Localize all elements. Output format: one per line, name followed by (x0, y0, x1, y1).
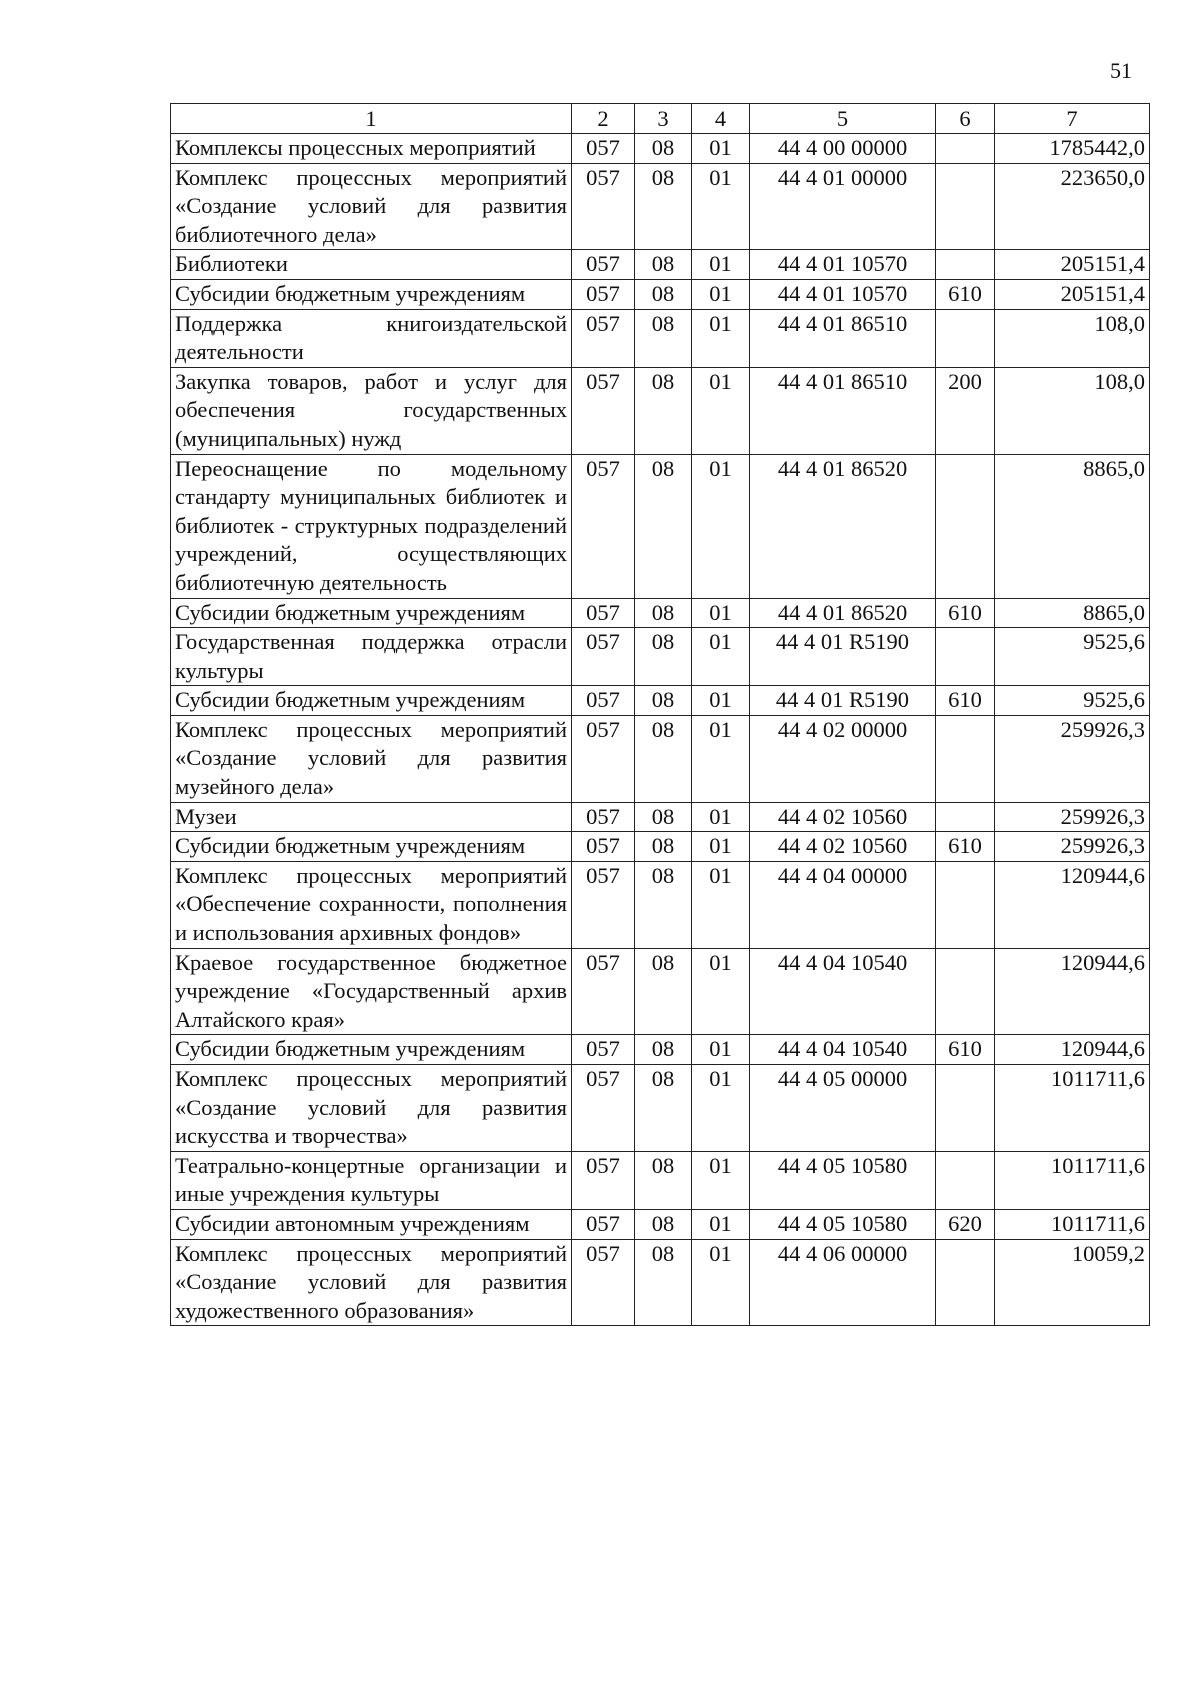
section-code-cell: 08 (635, 454, 692, 598)
table-row (171, 715, 1150, 802)
section-code-cell: 08 (635, 1065, 692, 1152)
amount-cell: 120944,6 (995, 1035, 1150, 1065)
section-code-cell: 08 (635, 1209, 692, 1239)
expense-type-cell: 610 (936, 832, 995, 862)
admin-code-cell: 057 (572, 686, 635, 716)
row-name-cell: Закупка товаров, работ и услуг для обеспечения государственных (муниципальных) нужд (171, 367, 572, 454)
admin-code-cell: 057 (572, 1035, 635, 1065)
expense-type-cell (936, 1239, 995, 1326)
section-code-cell: 08 (635, 309, 692, 367)
table-row (171, 832, 1150, 862)
admin-code-cell: 057 (572, 367, 635, 454)
row-name-cell: Библиотеки (171, 250, 572, 280)
page-number: 51 (1110, 58, 1132, 83)
amount-cell: 259926,3 (995, 832, 1150, 862)
section-code-cell: 08 (635, 367, 692, 454)
amount-cell: 205151,4 (995, 250, 1150, 280)
row-name-cell: Субсидии бюджетным учреждениям (171, 1035, 572, 1065)
admin-code-cell: 057 (572, 948, 635, 1035)
amount-cell: 8865,0 (995, 454, 1150, 598)
section-code-cell: 08 (635, 948, 692, 1035)
admin-code-cell: 057 (572, 1209, 635, 1239)
table-row (171, 1035, 1150, 1065)
expense-type-cell: 610 (936, 686, 995, 716)
target-article-cell: 44 4 02 10560 (750, 802, 936, 832)
expense-type-cell (936, 134, 995, 164)
subsection-code-cell: 01 (692, 1035, 750, 1065)
table-header-row (171, 104, 1150, 134)
expense-type-cell (936, 1151, 995, 1209)
expense-type-cell (936, 454, 995, 598)
amount-cell: 9525,6 (995, 686, 1150, 716)
subsection-code-cell: 01 (692, 1151, 750, 1209)
amount-cell: 205151,4 (995, 279, 1150, 309)
expense-type-cell (936, 715, 995, 802)
table-row (171, 861, 1150, 948)
subsection-code-cell: 01 (692, 309, 750, 367)
section-code-cell: 08 (635, 1035, 692, 1065)
target-article-cell: 44 4 01 86510 (750, 309, 936, 367)
admin-code-cell: 057 (572, 715, 635, 802)
subsection-code-cell: 01 (692, 367, 750, 454)
target-article-cell: 44 4 04 10540 (750, 1035, 936, 1065)
column-header-4: 4 (692, 104, 750, 134)
section-code-cell: 08 (635, 861, 692, 948)
row-name-cell: Комплекс процессных мероприятий «Обеспечение сохранности, пополнения и использования архивных фондов» (171, 861, 572, 948)
table-row (171, 1239, 1150, 1326)
table-row (171, 1151, 1150, 1209)
section-code-cell: 08 (635, 134, 692, 164)
subsection-code-cell: 01 (692, 1065, 750, 1152)
target-article-cell: 44 4 05 10580 (750, 1209, 936, 1239)
section-code-cell: 08 (635, 832, 692, 862)
row-name-cell: Переоснащение по модельному стандарту муниципальных библиотек и библиотек - структурных подразделений учреждений, осуществляющих библиотечную деятельность (171, 454, 572, 598)
row-name-cell: Субсидии автономным учреждениям (171, 1209, 572, 1239)
subsection-code-cell: 01 (692, 454, 750, 598)
target-article-cell: 44 4 01 10570 (750, 250, 936, 280)
admin-code-cell: 057 (572, 1151, 635, 1209)
target-article-cell: 44 4 02 00000 (750, 715, 936, 802)
amount-cell: 120944,6 (995, 948, 1150, 1035)
amount-cell: 1011711,6 (995, 1065, 1150, 1152)
row-name-cell: Поддержка книгоиздательской деятельности (171, 309, 572, 367)
subsection-code-cell: 01 (692, 1239, 750, 1326)
admin-code-cell: 057 (572, 628, 635, 686)
table-row (171, 134, 1150, 164)
section-code-cell: 08 (635, 628, 692, 686)
admin-code-cell: 057 (572, 134, 635, 164)
section-code-cell: 08 (635, 1239, 692, 1326)
subsection-code-cell: 01 (692, 250, 750, 280)
amount-cell: 10059,2 (995, 1239, 1150, 1326)
table-row (171, 309, 1150, 367)
target-article-cell: 44 4 04 00000 (750, 861, 936, 948)
amount-cell: 120944,6 (995, 861, 1150, 948)
section-code-cell: 08 (635, 163, 692, 250)
section-code-cell: 08 (635, 598, 692, 628)
table-row (171, 250, 1150, 280)
section-code-cell: 08 (635, 250, 692, 280)
admin-code-cell: 057 (572, 279, 635, 309)
amount-cell: 1785442,0 (995, 134, 1150, 164)
subsection-code-cell: 01 (692, 134, 750, 164)
expense-type-cell (936, 250, 995, 280)
amount-cell: 8865,0 (995, 598, 1150, 628)
subsection-code-cell: 01 (692, 802, 750, 832)
target-article-cell: 44 4 01 86520 (750, 598, 936, 628)
table-row (171, 1065, 1150, 1152)
amount-cell: 1011711,6 (995, 1209, 1150, 1239)
admin-code-cell: 057 (572, 832, 635, 862)
row-name-cell: Комплексы процессных мероприятий (171, 134, 572, 164)
row-name-cell: Субсидии бюджетным учреждениям (171, 279, 572, 309)
expense-type-cell (936, 861, 995, 948)
table-row (171, 598, 1150, 628)
expense-type-cell: 610 (936, 1035, 995, 1065)
section-code-cell: 08 (635, 802, 692, 832)
expense-type-cell (936, 1065, 995, 1152)
admin-code-cell: 057 (572, 163, 635, 250)
admin-code-cell: 057 (572, 1239, 635, 1326)
target-article-cell: 44 4 01 10570 (750, 279, 936, 309)
expense-type-cell (936, 948, 995, 1035)
column-header-5: 5 (750, 104, 936, 134)
target-article-cell: 44 4 01 R5190 (750, 686, 936, 716)
table-row (171, 279, 1150, 309)
admin-code-cell: 057 (572, 802, 635, 832)
amount-cell: 223650,0 (995, 163, 1150, 250)
target-article-cell: 44 4 06 00000 (750, 1239, 936, 1326)
table-row (171, 454, 1150, 598)
subsection-code-cell: 01 (692, 628, 750, 686)
target-article-cell: 44 4 05 00000 (750, 1065, 936, 1152)
table-row (171, 686, 1150, 716)
row-name-cell: Краевое государственное бюджетное учреждение «Государственный архив Алтайского края» (171, 948, 572, 1035)
target-article-cell: 44 4 01 86510 (750, 367, 936, 454)
expense-type-cell: 610 (936, 598, 995, 628)
column-header-7: 7 (995, 104, 1150, 134)
target-article-cell: 44 4 04 10540 (750, 948, 936, 1035)
admin-code-cell: 057 (572, 598, 635, 628)
column-header-1: 1 (171, 104, 572, 134)
table-row (171, 1209, 1150, 1239)
expense-type-cell (936, 628, 995, 686)
subsection-code-cell: 01 (692, 832, 750, 862)
expense-type-cell (936, 163, 995, 250)
table-row (171, 367, 1150, 454)
target-article-cell: 44 4 00 00000 (750, 134, 936, 164)
amount-cell: 108,0 (995, 367, 1150, 454)
row-name-cell: Комплекс процессных мероприятий «Создание условий для развития искусства и творчества» (171, 1065, 572, 1152)
row-name-cell: Театрально-концертные организации и иные учреждения культуры (171, 1151, 572, 1209)
expense-type-cell: 200 (936, 367, 995, 454)
expense-type-cell (936, 309, 995, 367)
amount-cell: 259926,3 (995, 715, 1150, 802)
subsection-code-cell: 01 (692, 861, 750, 948)
admin-code-cell: 057 (572, 1065, 635, 1152)
subsection-code-cell: 01 (692, 1209, 750, 1239)
amount-cell: 1011711,6 (995, 1151, 1150, 1209)
admin-code-cell: 057 (572, 861, 635, 948)
table-row (171, 802, 1150, 832)
column-header-6: 6 (936, 104, 995, 134)
section-code-cell: 08 (635, 715, 692, 802)
row-name-cell: Музеи (171, 802, 572, 832)
table-row (171, 948, 1150, 1035)
subsection-code-cell: 01 (692, 715, 750, 802)
target-article-cell: 44 4 01 86520 (750, 454, 936, 598)
amount-cell: 9525,6 (995, 628, 1150, 686)
row-name-cell: Субсидии бюджетным учреждениям (171, 598, 572, 628)
table-row (171, 163, 1150, 250)
target-article-cell: 44 4 02 10560 (750, 832, 936, 862)
section-code-cell: 08 (635, 686, 692, 716)
subsection-code-cell: 01 (692, 686, 750, 716)
section-code-cell: 08 (635, 279, 692, 309)
column-header-2: 2 (572, 104, 635, 134)
row-name-cell: Субсидии бюджетным учреждениям (171, 686, 572, 716)
target-article-cell: 44 4 05 10580 (750, 1151, 936, 1209)
amount-cell: 259926,3 (995, 802, 1150, 832)
row-name-cell: Субсидии бюджетным учреждениям (171, 832, 572, 862)
admin-code-cell: 057 (572, 250, 635, 280)
subsection-code-cell: 01 (692, 279, 750, 309)
target-article-cell: 44 4 01 R5190 (750, 628, 936, 686)
row-name-cell: Государственная поддержка отрасли культуры (171, 628, 572, 686)
row-name-cell: Комплекс процессных мероприятий «Создание условий для развития библиотечного дела» (171, 163, 572, 250)
budget-table (170, 103, 1150, 1326)
row-name-cell: Комплекс процессных мероприятий «Создание условий для развития художественного образования» (171, 1239, 572, 1326)
admin-code-cell: 057 (572, 309, 635, 367)
amount-cell: 108,0 (995, 309, 1150, 367)
admin-code-cell: 057 (572, 454, 635, 598)
row-name-cell: Комплекс процессных мероприятий «Создание условий для развития музейного дела» (171, 715, 572, 802)
expense-type-cell: 610 (936, 279, 995, 309)
subsection-code-cell: 01 (692, 598, 750, 628)
column-header-3: 3 (635, 104, 692, 134)
table-body (171, 134, 1150, 1326)
subsection-code-cell: 01 (692, 163, 750, 250)
table-row (171, 628, 1150, 686)
expense-type-cell: 620 (936, 1209, 995, 1239)
section-code-cell: 08 (635, 1151, 692, 1209)
target-article-cell: 44 4 01 00000 (750, 163, 936, 250)
subsection-code-cell: 01 (692, 948, 750, 1035)
expense-type-cell (936, 802, 995, 832)
